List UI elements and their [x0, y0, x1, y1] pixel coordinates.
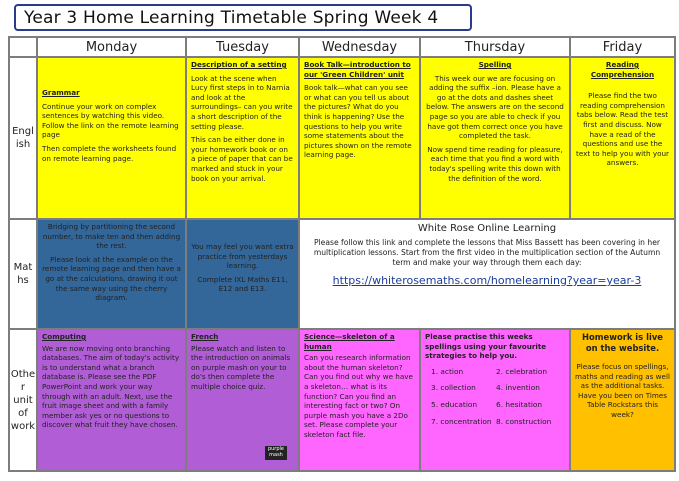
spelling-word: 7. concentration	[431, 416, 492, 426]
other-wednesday-cell	[299, 329, 420, 471]
header-wednesday: Wednesday	[299, 37, 420, 57]
header-monday: Monday	[37, 37, 186, 57]
white-rose-cell	[299, 219, 675, 329]
english-monday-cell	[37, 57, 186, 219]
spelling-word: 5. education	[431, 399, 478, 409]
page-title-box	[14, 4, 472, 31]
english-tuesday-heading: Description of a setting	[191, 60, 287, 69]
english-tuesday-text-2: This can be either done in your homework book or on a piece of paper that can be marked and stuck in your book on your arrival.	[191, 135, 293, 183]
other-monday-heading: Computing	[42, 332, 87, 341]
spelling-word: 2. celebration	[496, 366, 548, 376]
english-monday-heading: Grammar	[42, 88, 80, 97]
header-thursday: Thursday	[420, 37, 570, 57]
row-label-other: Othe r unit of work	[9, 329, 37, 471]
maths-tuesday-cell	[186, 219, 299, 329]
row-label-maths: Mat hs	[9, 219, 37, 329]
maths-tuesday-text-2: Complete IXL Maths E11, E12 and E13.	[197, 274, 288, 294]
spelling-word: 6. hesitation	[496, 399, 543, 409]
other-monday-cell	[37, 329, 186, 471]
other-friday-heading: Homework is live on the website.	[582, 332, 663, 353]
english-wednesday-text-1: Book talk—what can you see or what can you tell us about the pictures? What do you think is happening? Use the questions to help you write some statements about the pictures shown on the remote learning page.	[304, 83, 412, 160]
english-tuesday-cell	[186, 57, 299, 219]
other-wednesday-text-1: Can you research information about the human skeleton? Can you find out why we have a skeleton… what is its function? Can you find an interesting fact or two? On purple mash you have a 2Do set. Please complete your skeleton fact file.	[304, 353, 413, 439]
other-thursday-cell	[420, 329, 570, 471]
spelling-list	[425, 363, 565, 426]
spelling-word: 3. collection	[431, 383, 476, 393]
english-monday-text-2: Then complete the worksheets found on remote learning page.	[42, 143, 177, 163]
other-monday-text-1: We are now moving onto branching databases. The aim of today's activity is to understand what a branch database is. Please see the PDF PowerPoint and work your way through with an adult. Next, use the fruit image sheet and with a family member ask yes or no questions to discover what fruit they have chosen.	[42, 343, 180, 430]
english-friday-cell	[570, 57, 675, 219]
maths-monday-cell	[37, 219, 186, 329]
white-rose-link[interactable]: https://whiterosemaths.com/homelearning?year=year-3	[332, 274, 642, 287]
other-friday-cell	[570, 329, 675, 471]
english-tuesday-text-1: Look at the scene when Lucy first steps in to Narnia and look at the surroundings– can you write a short description of the setting please.	[191, 73, 293, 131]
corner-cell	[9, 37, 37, 57]
english-thursday-text-2: Now spend time reading for pleasure, each time that you find a word with today's spelling write this down with the definition of the word.	[427, 144, 563, 183]
timetable-grid	[8, 36, 676, 472]
other-thursday-heading: Please practise this weeks spellings using your favourite strategies to help you.	[425, 332, 547, 361]
other-wednesday-heading: Science—skeleton of a human	[304, 332, 395, 351]
other-tuesday-text-1: Please watch and listen to the introduction on animals on purple mash on your to do's then complete the multiple choice quiz.	[191, 343, 291, 391]
english-friday-text-1: Please find the two reading comprehension tabs below. Read the test first and discuss. Now have a read of the questions and use the text to help you with your answers.	[576, 91, 669, 168]
maths-monday-text-1: Bridging by partitioning the second number, to make ten and then adding the rest.	[42, 222, 181, 251]
english-thursday-cell	[420, 57, 570, 219]
page-title: Year 3 Home Learning Timetable Spring Week 4	[24, 8, 439, 28]
header-tuesday: Tuesday	[186, 37, 299, 57]
spelling-word: 1. action	[431, 366, 464, 376]
english-wednesday-heading: Book Talk—introduction to our 'Green Children' unit	[304, 60, 411, 79]
spelling-word: 8. construction	[496, 416, 552, 426]
maths-monday-text-2: Please look at the example on the remote learning page and then have a go at the calculations, drawing it out the same way using the cherry diagram.	[42, 254, 181, 303]
white-rose-body: Please follow this link and complete the lessons that Miss Bassett has been covering in her multiplication lessons. Start from the first video in the multiplication section of the Autumn term and make your way through them each day:	[313, 238, 661, 267]
english-thursday-text-1: This week our we are focusing on adding the suffix –ion. Please have a go at the dots and dashes sheet below. The answers are on the second page so you are able to check if you have got them correct once you have completed the task.	[426, 73, 564, 141]
maths-tuesday-text-1: You may feel you want extra practice from yesterdays learning.	[191, 242, 294, 271]
white-rose-title: White Rose Online Learning	[417, 223, 557, 234]
english-monday-text-1: Continue your work on complex sentences by watching this video. Follow the link on the remote learning page	[42, 101, 179, 140]
english-friday-heading: Reading Comprehension	[590, 60, 655, 79]
header-friday: Friday	[570, 37, 675, 57]
purple-mash-logo-icon: purple mash	[265, 446, 287, 460]
row-label-english: Engl ish	[9, 57, 37, 219]
english-wednesday-cell	[299, 57, 420, 219]
english-thursday-heading: Spelling	[478, 60, 512, 69]
other-tuesday-heading: French	[191, 332, 219, 341]
other-tuesday-cell	[186, 329, 299, 471]
other-friday-text-1: Please focus on spellings, maths and reading as well as the additional tasks. Have you been on Times Table Rockstars this week?	[575, 362, 670, 419]
spelling-word: 4. invention	[496, 383, 540, 393]
